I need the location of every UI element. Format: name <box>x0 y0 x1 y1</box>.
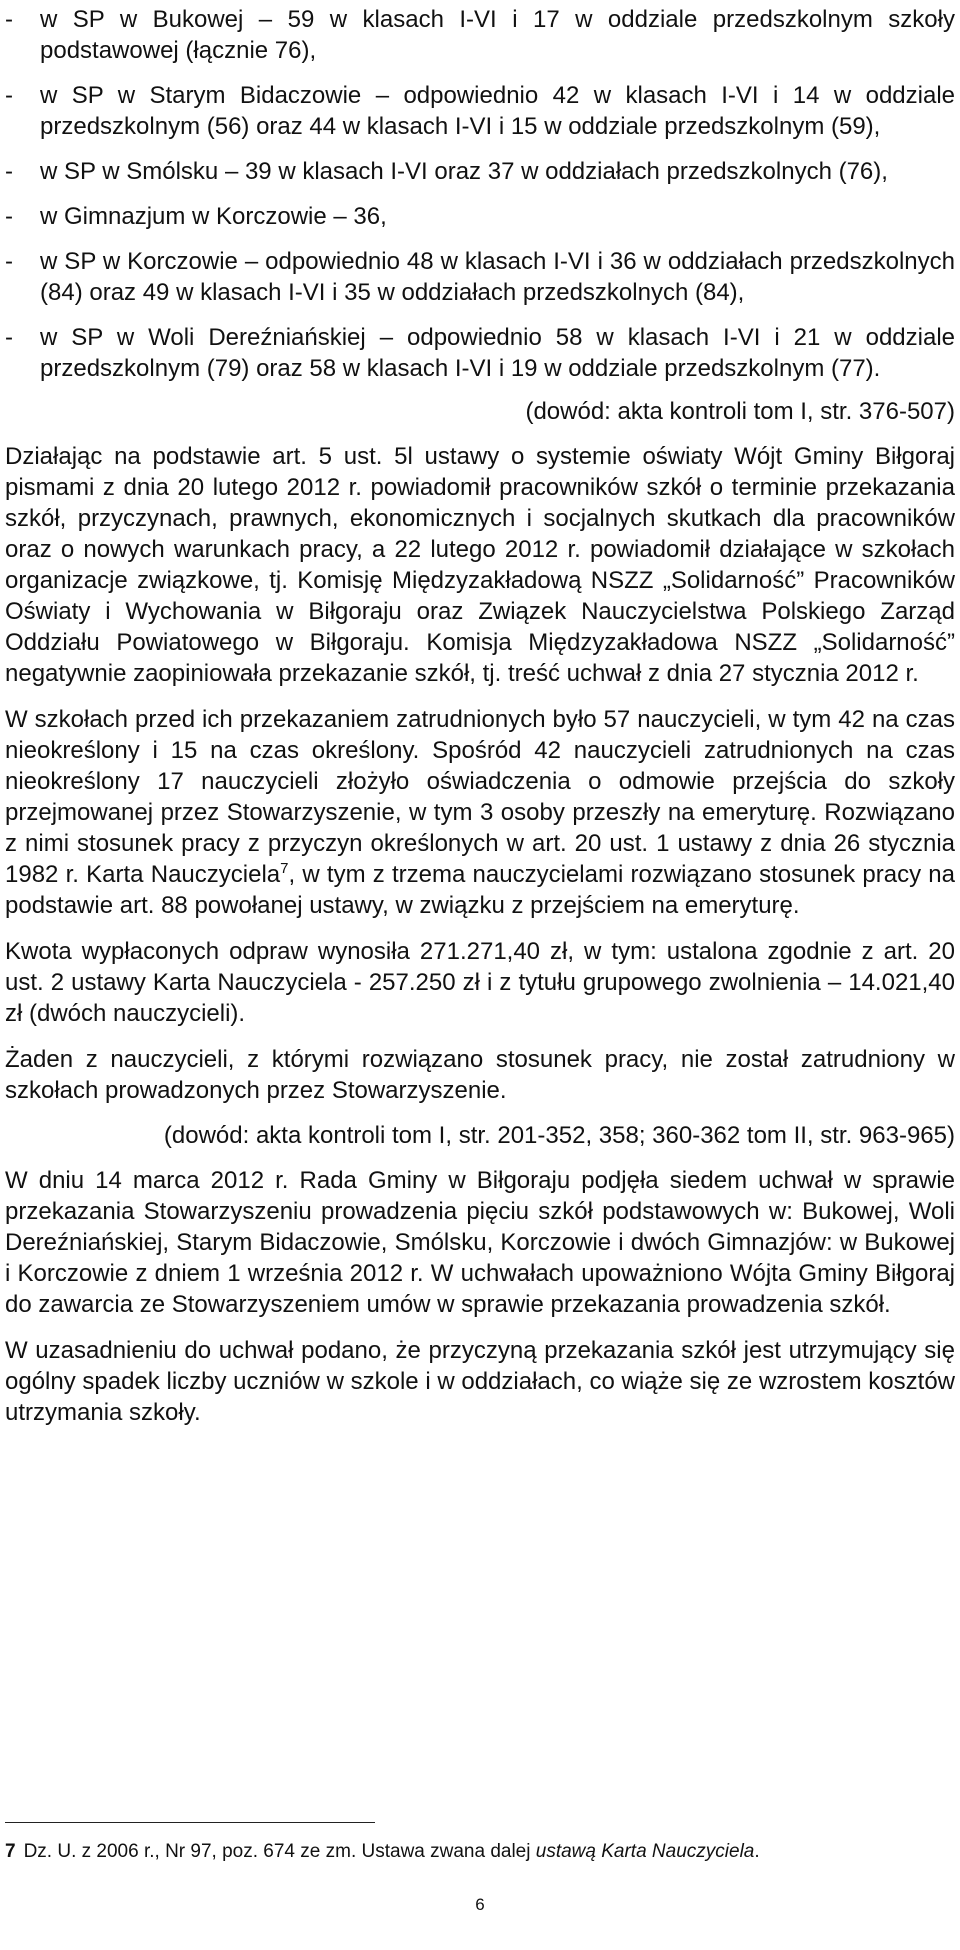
footnote-text: Dz. U. z 2006 r., Nr 97, poz. 674 ze zm. Ustawa zwana dalej <box>23 1841 536 1862</box>
evidence-reference: (dowód: akta kontroli tom I, str. 376-507) <box>525 398 955 425</box>
paragraph-justification: W uzasadnieniu do uchwał podano, że przyczyną przekazania szkół jest utrzymujący się ogólny spadek liczby uczniów w szkole i w oddziałach, co wiąże się ze wzrostem kosztów utrzymania szkoły. <box>5 1337 955 1426</box>
list-item <box>5 4 955 66</box>
footnote-mark: 7 <box>5 1841 16 1862</box>
footnote-separator <box>5 1822 375 1823</box>
list-item-text: w SP w Woli Dereźniańskiej – odpowiednio 58 w klasach I-VI i 21 w oddziale przedszkolnym (79) oraz 58 w klasach I-VI i 19 w oddziale przedszkolnym (77). <box>40 324 955 382</box>
list-item-text: w SP w Korczowie – odpowiednio 48 w klasach I-VI i 36 w oddziałach przedszkolnych (84) oraz 49 w klasach I-VI i 35 w oddziałach przedszkolnych (84), <box>40 248 955 306</box>
list-item-text: w SP w Bukowej – 59 w klasach I-VI i 17 w oddziale przedszkolnym szkoły podstawowej (łącznie 76), <box>40 6 955 64</box>
footnote <box>5 1840 760 1864</box>
list-dash: - <box>5 82 13 109</box>
footnote-text-italic: ustawą Karta Nauczyciela <box>535 1841 755 1862</box>
list-dash: - <box>5 6 13 33</box>
paragraph-resolutions: W dniu 14 marca 2012 r. Rada Gminy w Biłgoraju podjęła siedem uchwał w sprawie przekazania Stowarzyszeniu prowadzenia pięciu szkół podstawowych w: Bukowej, Woli Dereźniańskiej, Starym Bidaczowie, Smólsku, Korczowie i dwóch Gimnazjów: w Bukowej i Korczowie z dniem 1 września 2012 r. W uchwałach upoważniono Wójta Gminy Biłgoraj do zawarcia ze Stowarzyszeniem umów w sprawie przekazania prowadzenia szkół. <box>5 1167 955 1318</box>
footnote-reference: 7 <box>280 860 289 877</box>
paragraph-notification: Działając na podstawie art. 5 ust. 5l ustawy o systemie oświaty Wójt Gminy Biłgoraj pismami z dnia 20 lutego 2012 r. powiadomił pracowników szkół o terminie przekazania szkół, przyczynach, prawnych, ekonomicznych i socjalnych skutkach dla pracowników oraz o nowych warunkach pracy, a 22 lutego 2012 r. powiadomił działające w szkołach organizacje związkowe, tj. Komisję Międzyzakładową NSZZ „Solidarność” Pracowników Oświaty i Wychowania w Biłgoraju oraz Związek Nauczycielstwa Polskiego Zarząd Oddziału Powiatowego w Biłgoraju. Komisja Międzyzakładowa NSZZ „Solidarność” negatywnie zaopiniowała przekazanie szkół, tj. treść uchwał z dnia 27 stycznia 2012 r. <box>5 443 955 687</box>
evidence-reference: (dowód: akta kontroli tom I, str. 201-352, 358; 360-362 tom II, str. 963-965) <box>163 1122 955 1149</box>
page-content <box>5 4 955 1443</box>
paragraph-none-rehired: Żaden z nauczycieli, z którymi rozwiązano stosunek pracy, nie został zatrudniony w szkołach prowadzonych przez Stowarzyszenie. <box>5 1046 955 1104</box>
list-item-text: w Gimnazjum w Korczowie – 36, <box>40 203 387 230</box>
list-dash: - <box>5 158 13 185</box>
list-item <box>5 246 955 308</box>
paragraph-severance: Kwota wypłaconych odpraw wynosiła 271.271,40 zł, w tym: ustalona zgodnie z art. 20 ust. 2 ustawy Karta Nauczyciela - 257.250 zł i z tytułu grupowego zwolnienia – 14.021,40 zł (dwóch nauczycieli). <box>5 938 955 1027</box>
list-dash: - <box>5 203 13 230</box>
list-item-text: w SP w Starym Bidaczowie – odpowiednio 42 w klasach I-VI i 14 w oddziale przedszkolnym (56) oraz 44 w klasach I-VI i 15 w oddziale przedszkolnym (59), <box>40 82 955 140</box>
paragraph-staff-text-cont: , w tym z trzema nauczycielami rozwiązano stosunek pracy na podstawie art. 88 powołanej ustawy, w związku z przejściem na emeryturę. <box>5 861 955 919</box>
page-number: 6 <box>475 1895 485 1914</box>
list-item-text: w SP w Smólsku – 39 w klasach I-VI oraz 37 w oddziałach przedszkolnych (76), <box>40 158 888 185</box>
footnote-text-end: . <box>754 1841 760 1862</box>
list-item <box>5 201 955 232</box>
list-dash: - <box>5 248 13 275</box>
paragraph-staff <box>5 704 955 921</box>
list-dash: - <box>5 324 13 351</box>
paragraph-staff-text: W szkołach przed ich przekazaniem zatrudnionych było 57 nauczycieli, w tym 42 na czas nieokreślony i 15 na czas określony. Spośród 42 nauczycieli zatrudnionych na czas nieokreślony 17 nauczycieli złożyło oświadczenia o odmowie przejścia do szkoły przejmowanej przez Stowarzyszenie, w tym 3 osoby przeszły na emeryturę. Rozwiązano z nimi stosunek pracy z przyczyn określonych w art. 20 ust. 1 ustawy z dnia 26 stycznia 1982 r. Karta Nauczyciela <box>5 706 955 888</box>
list-item <box>5 156 955 187</box>
list-item <box>5 80 955 142</box>
list-item <box>5 322 955 384</box>
